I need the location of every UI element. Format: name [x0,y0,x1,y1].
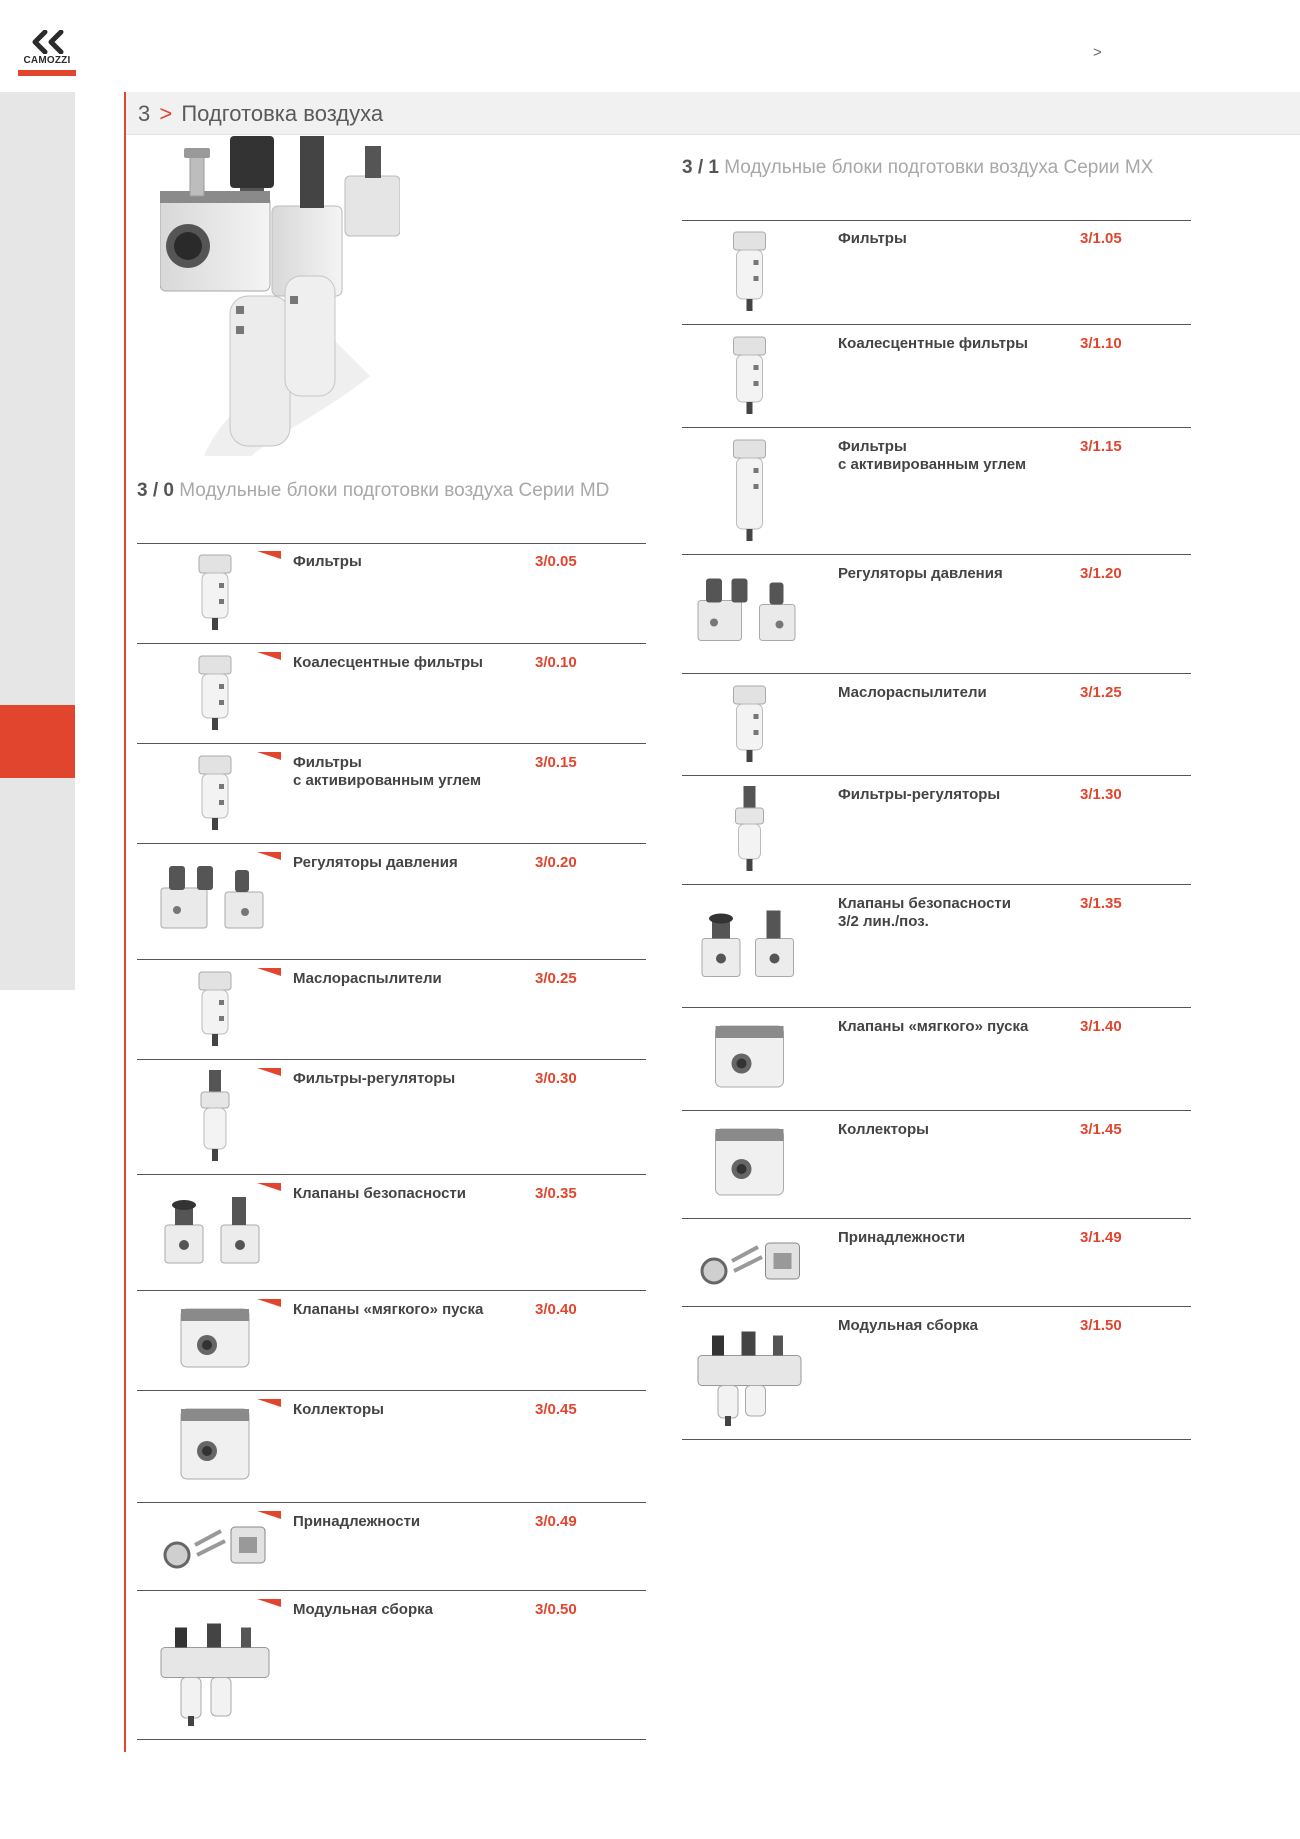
brand-name: CAMOZZI [23,55,71,66]
page-ref-link[interactable]: 3/1.15 [1080,438,1122,455]
item-label: Клапаны «мягкого» пуска [838,1018,1029,1035]
page-ref-link[interactable]: 3/1.49 [1080,1229,1122,1246]
filter-regulator-icon [692,780,807,877]
list-item[interactable] [137,960,646,1060]
chapter-title [138,101,383,127]
item-label: Модульная сборка [838,1317,978,1334]
item-label: Фильтры [293,553,362,570]
item-label: Принадлежности [838,1229,966,1246]
page-ref-link[interactable]: 3/0.05 [535,553,577,570]
section-number: 3 / 0 [137,480,174,501]
modular-assembly-icon [155,1595,275,1732]
item-label: Коллекторы [838,1121,929,1138]
item-label: Коалесцентные фильтры [293,654,483,671]
page-ref-link[interactable]: 3/1.35 [1080,895,1122,912]
page-ref-link[interactable]: 3/0.40 [535,1301,577,1318]
cube-block-icon [155,1395,275,1495]
filter-unit-icon [155,547,275,636]
filter-unit-icon [155,748,275,836]
list-item[interactable] [682,776,1191,885]
chapter-separator: > [159,101,173,126]
filter-unit-icon [692,678,807,768]
chapter-name: Подготовка воздуха [181,101,384,126]
page-ref-link[interactable]: 3/0.49 [535,1513,577,1530]
red-marker-icon [257,752,281,760]
list-item[interactable] [682,428,1191,555]
filter-unit-icon [155,964,275,1052]
safety-valves-icon [692,889,807,1000]
page-ref-link[interactable]: 3/0.45 [535,1401,577,1418]
item-label: Фильтры с активированным углем [293,754,482,789]
modular-assembly-icon [692,1311,807,1432]
item-label: Фильтры [838,230,907,247]
list-item[interactable] [682,1307,1191,1440]
red-marker-icon [257,551,281,559]
page-ref-link[interactable]: 3/0.50 [535,1601,577,1618]
red-marker-icon [257,1183,281,1191]
item-label: Фильтры-регуляторы [838,786,1001,803]
page-ref-link[interactable]: 3/1.45 [1080,1121,1122,1138]
page-ref-link[interactable]: 3/0.15 [535,754,577,771]
section-name: Модульные блоки подготовки воздуха Серии MX [724,157,1154,178]
section-title-mx [682,157,1153,179]
red-marker-icon [257,1511,281,1519]
red-marker-icon [257,1599,281,1607]
list-item[interactable] [682,325,1191,428]
chapter-marker [0,705,75,778]
list-item[interactable] [682,885,1191,1008]
red-marker-icon [257,1299,281,1307]
list-item[interactable] [137,844,646,960]
list-item[interactable] [682,555,1191,674]
list-item[interactable] [682,1219,1191,1307]
list-item[interactable] [137,644,646,744]
red-marker-icon [257,1399,281,1407]
item-label: Регуляторы давления [293,854,458,871]
red-marker-icon [257,652,281,660]
regulator-blocks-icon [692,559,807,666]
list-item[interactable] [137,1591,646,1740]
item-label: Маслораспылители [838,684,987,701]
list-item[interactable] [682,1111,1191,1219]
page-ref-link[interactable]: 3/0.10 [535,654,577,671]
list-item[interactable] [137,1060,646,1175]
filter-unit-icon [692,224,807,317]
page-ref-link[interactable]: 3/1.10 [1080,335,1122,352]
list-item[interactable] [682,220,1191,325]
page-ref-link[interactable]: 3/1.40 [1080,1018,1122,1035]
red-marker-icon [257,852,281,860]
cube-block-icon [692,1012,807,1103]
item-label: Фильтры-регуляторы [293,1070,456,1087]
section-title-md [137,480,609,502]
item-label: Клапаны безопасности [293,1185,466,1202]
page-ref-link[interactable]: 3/0.35 [535,1185,577,1202]
red-marker-icon [257,1068,281,1076]
list-item[interactable] [137,1175,646,1291]
page-ref-link[interactable]: 3/1.05 [1080,230,1122,247]
page-ref-link[interactable]: 3/1.20 [1080,565,1122,582]
logo-bar [18,70,76,76]
chapter-number: 3 [138,101,151,126]
side-band [0,92,75,990]
item-label: Коллекторы [293,1401,384,1418]
filter-unit-icon [692,432,807,547]
page-ref-link[interactable]: 3/1.50 [1080,1317,1122,1334]
item-label: Клапаны «мягкого» пуска [293,1301,484,1318]
list-item[interactable] [137,1503,646,1591]
section-name: Модульные блоки подготовки воздуха Серии MD [179,480,610,501]
list-item[interactable] [682,1008,1191,1111]
section-number: 3 / 1 [682,157,719,178]
list-item[interactable] [137,1391,646,1503]
item-label: Фильтры с активированным углем [838,438,1027,473]
list-item[interactable] [137,1291,646,1391]
camozzi-logo-icon [31,30,65,54]
camozzi-logo [18,30,76,76]
page-ref-link[interactable]: 3/0.25 [535,970,577,987]
item-label: Принадлежности [293,1513,421,1530]
page-ref-link[interactable]: 3/0.30 [535,1070,577,1087]
hero-product-image [160,136,400,456]
list-item[interactable] [682,674,1191,776]
accessories-icon [692,1223,807,1299]
cube-block-icon [155,1295,275,1383]
filter-unit-icon [692,329,807,420]
filter-regulator-icon [155,1064,275,1167]
page-ref-link[interactable]: 3/0.20 [535,854,577,871]
regulator-blocks-icon [155,848,275,952]
list-item[interactable] [137,543,646,644]
item-label: Регуляторы давления [838,565,1003,582]
page-ref-link[interactable]: 3/1.30 [1080,786,1122,803]
item-label: Модульная сборка [293,1601,433,1618]
filter-unit-icon [155,648,275,736]
margin-line [124,92,126,1752]
red-marker-icon [257,968,281,976]
cube-block-icon [692,1115,807,1211]
list-item[interactable] [137,744,646,844]
item-label: Клапаны безопасности 3/2 лин./поз. [838,895,1011,930]
item-label: Коалесцентные фильтры [838,335,1028,352]
safety-valves-icon [155,1179,275,1283]
item-label: Маслораспылители [293,970,442,987]
next-page-arrow[interactable]: > [1093,44,1102,61]
page-ref-link[interactable]: 3/1.25 [1080,684,1122,701]
